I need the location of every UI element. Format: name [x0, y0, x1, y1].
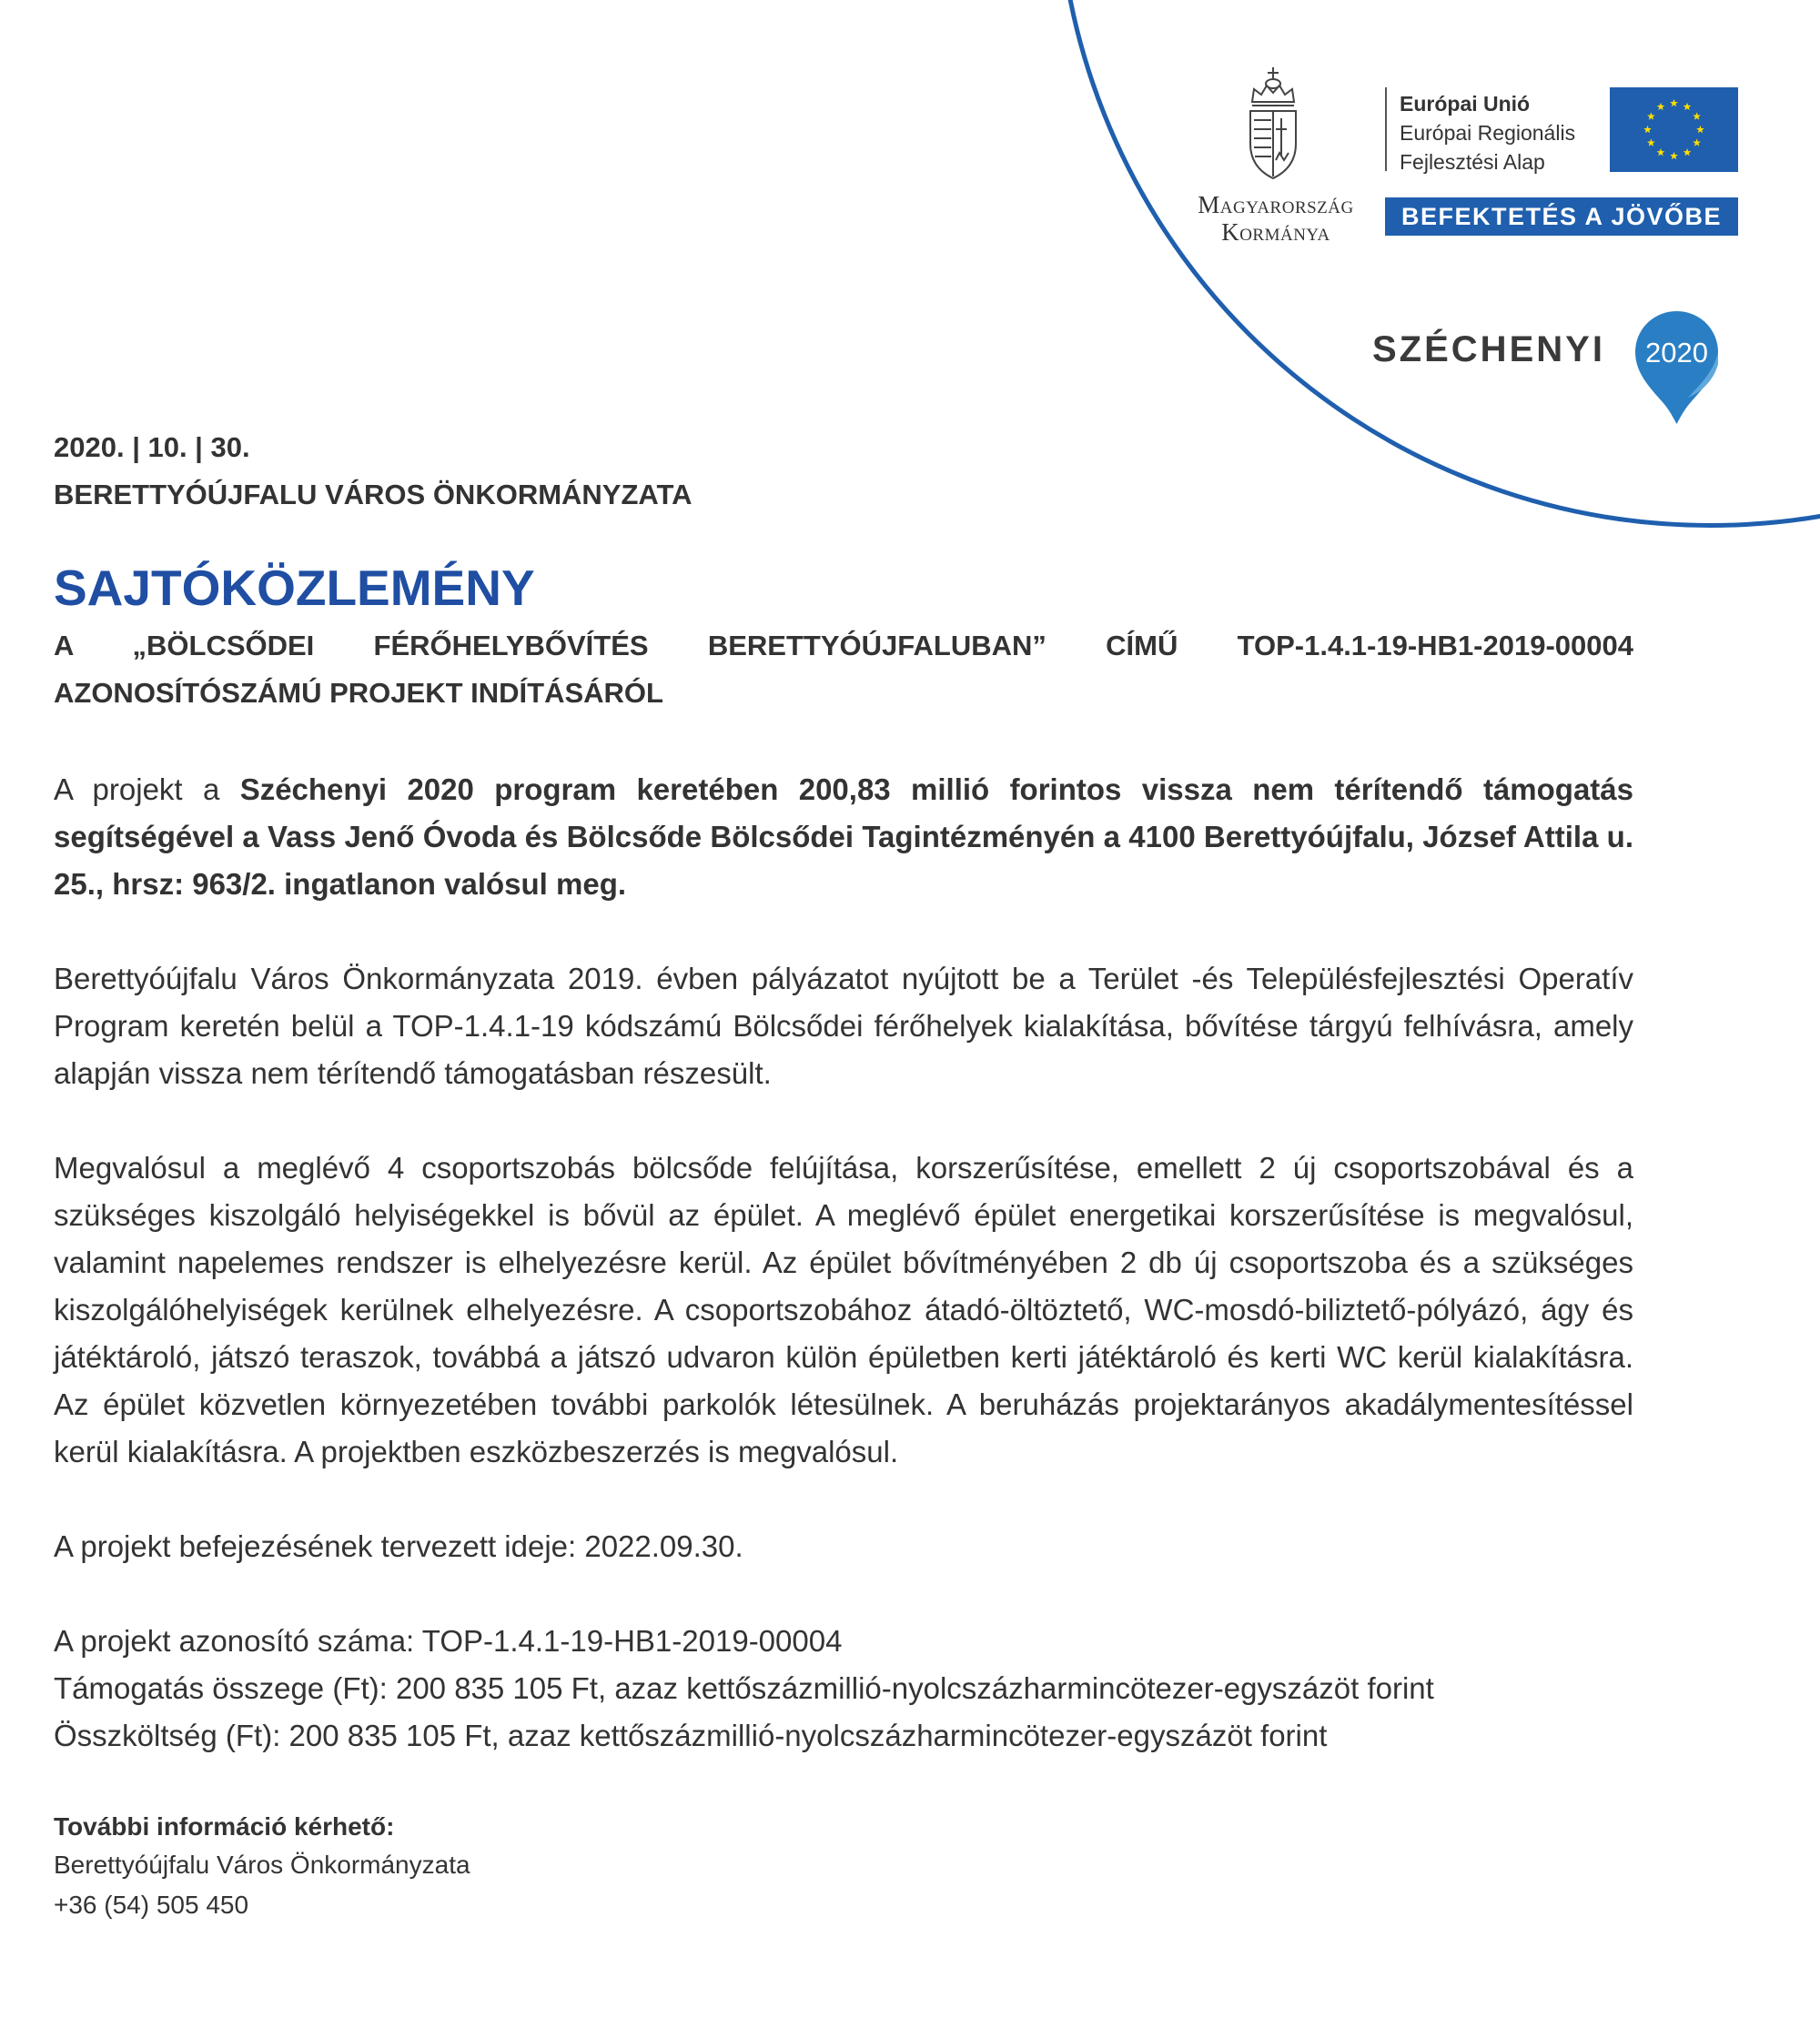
release-date: 2020. | 10. | 30.	[54, 431, 250, 463]
paragraph-application: Berettyóújfalu Város Önkormányzata 2019. évben pályázatot nyújtott be a Terület -és Településfejlesztési Operatív Program keretén belül a TOP-1.4.1-19 kódszámú Bölcsődei férőhelyek kialakítása, bővítése tárgyú felhívásra, amely alapján vissza nem térítendő támogatásban részesült.	[54, 962, 1633, 1090]
support-amount-line: Támogatás összege (Ft): 200 835 105 Ft, azaz kettőszázmillió-nyolcszázharmincötezer-egyszázöt forint	[54, 1671, 1434, 1705]
szechenyi-wordmark: SZÉCHENYI	[1372, 329, 1605, 369]
eu-fund-text	[1400, 89, 1575, 177]
invest-banner: BEFEKTETÉS A JÖVŐBE	[1385, 197, 1738, 236]
szechenyi-pin-icon	[1633, 309, 1720, 426]
contact-phone: +36 (54) 505 450	[54, 1891, 249, 1919]
project-id-line: A projekt azonosító száma: TOP-1.4.1-19-HB1-2019-00004	[54, 1624, 843, 1658]
szechenyi-year: 2020	[1645, 337, 1708, 368]
intro-bold: Széchenyi 2020 program keretében 200,83 millió forintos vissza nem térítendő támogatás segítségével a Vass Jenő Óvoda és Bölcsőde Bölcsődei Tagintézményén a 4100 Berettyóújfalu, József Attila u. 25., hrsz: 963/2. ingatlanon valósul meg.	[54, 772, 1633, 901]
government-wordmark	[1183, 191, 1369, 246]
paragraph-deadline: A projekt befejezésének tervezett ideje: 2022.09.30.	[54, 1529, 743, 1563]
press-release	[54, 431, 1633, 1925]
government-line2: Kormánya	[1221, 218, 1330, 246]
eu-title: Európai Unió	[1400, 92, 1531, 116]
intro-lead: A projekt a	[54, 772, 240, 806]
eu-fund-line2: Európai Regionális	[1400, 121, 1576, 145]
eu-flag-icon	[1610, 87, 1738, 172]
page-title: SAJTÓKÖZLEMÉNY	[54, 560, 535, 616]
paragraph-intro	[54, 766, 1633, 908]
total-cost-line: Összköltség (Ft): 200 835 105 Ft, azaz kettőszázmillió-nyolcszázharmincötezer-egyszázöt forint	[54, 1719, 1328, 1752]
logo-divider	[1385, 87, 1387, 171]
subtitle: A „BÖLCSŐDEI FÉRŐHELYBŐVÍTÉS BERETTYÓÚJFALUBAN” CÍMŰ TOP-1.4.1-19-HB1-2019-00004 AZONOSÍTÓSZÁMÚ PROJEKT INDÍTÁSÁRÓL	[54, 630, 1633, 709]
government-line1: Magyarország	[1198, 191, 1354, 218]
coat-of-arms-icon	[1245, 66, 1301, 182]
contact-organization: Berettyóújfalu Város Önkormányzata	[54, 1851, 470, 1879]
issuer: BERETTYÓÚJFALU VÁROS ÖNKORMÁNYZATA	[54, 479, 693, 510]
contact-heading: További információ kérhető:	[54, 1812, 395, 1841]
paragraph-scope: Megvalósul a meglévő 4 csoportszobás bölcsőde felújítása, korszerűsítése, emellett 2 új csoportszobával és a szükséges kiszolgáló helyiségekkel is bővül az épület. A meglévő épület energetikai korszerűsítése is megvalósul, valamint napelemes rendszer is elhelyezésre kerül. Az épület bővítményében 2 db új csoportszoba és a szükséges kiszolgálóhelyiségek kerülnek elhelyezésre. A csoportszobához átadó-öltöztető, WC-mosdó-biliztető-pólyázó, ágy és játéktároló, játszó teraszok, továbbá a játszó udvaron külön épületben kerti játéktároló és kerti WC kerül kialakításra. Az épület közvetlen környezetében további parkolók létesülnek. A beruházás projektarányos akadálymentesítéssel kerül kialakításra. A projektben eszközbeszerzés is megvalósul.	[54, 1151, 1633, 1468]
eu-fund-line3: Fejlesztési Alap	[1400, 150, 1545, 174]
